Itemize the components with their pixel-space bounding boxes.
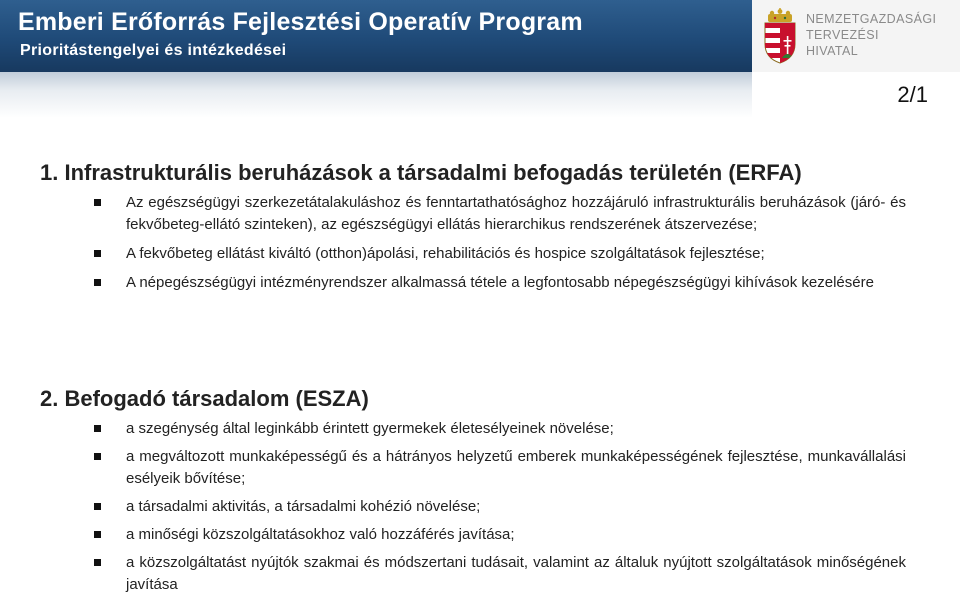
list-item-text: a szegénység által leginkább érintett gyermekek életesélyeinek növelése; <box>126 420 614 437</box>
square-bullet-icon <box>94 531 101 538</box>
list-item <box>94 192 906 236</box>
logo-text-line-1: NEMZETGAZDASÁGI <box>806 12 937 26</box>
program-title: Emberi Erőforrás Fejlesztési Operatív Program <box>18 8 583 36</box>
list-item <box>94 524 906 546</box>
page-number: 2/1 <box>897 82 928 107</box>
program-subtitle: Prioritástengelyei és intézkedései <box>20 42 287 59</box>
square-bullet-icon <box>94 199 101 206</box>
list-item <box>94 243 906 265</box>
list-item-text: Az egészségügyi szerkezetátalakuláshoz és fenntartathatósághoz hozzájáruló infrastrukturális beruházások (járó- és fekvőbeteg-ellátó szinteken), az egészségügyi ellátás hierarchikus rendszerének átszervezése; <box>126 194 906 233</box>
list-item-text: a megváltozott munkaképességű és a hátrányos helyzetű emberek munkaképességének fejlesztése, munkavállalási esélyeik bővítése; <box>126 448 906 487</box>
list-item-text: A fekvőbeteg ellátást kiváltó (otthon)ápolási, rehabilitációs és hospice szolgáltatások fejlesztése; <box>126 245 765 262</box>
logo-text-line-3: HIVATAL <box>806 44 859 58</box>
section-1-bullet-list <box>94 192 906 294</box>
list-item-text: A népegészségügyi intézményrendszer alkalmassá tétele a legfontosabb népegészségügyi kihívások kezelésére <box>126 274 874 291</box>
section-1-heading: 1. Infrastrukturális beruházások a társadalmi befogadás területén (ERFA) <box>40 160 802 185</box>
list-item <box>94 496 906 518</box>
square-bullet-icon <box>94 453 101 460</box>
square-bullet-icon <box>94 425 101 432</box>
square-bullet-icon <box>94 503 101 510</box>
section-2-heading: 2. Befogadó társadalom (ESZA) <box>40 386 369 411</box>
ntnh-logo <box>752 0 960 72</box>
logo-text-line-2: TERVEZÉSI <box>806 28 879 42</box>
list-item-text: a közszolgáltatást nyújtók szakmai és módszertani tudásait, valamint az általuk nyújtott szolgáltatások minőségének javítása <box>126 554 906 593</box>
square-bullet-icon <box>94 250 101 257</box>
square-bullet-icon <box>94 559 101 566</box>
square-bullet-icon <box>94 279 101 286</box>
list-item <box>94 272 906 294</box>
list-item-text: a társadalmi aktivitás, a társadalmi kohézió növelése; <box>126 498 481 515</box>
list-item <box>94 446 906 490</box>
hungarian-coat-of-arms-icon <box>760 8 800 64</box>
header-banner <box>0 0 752 72</box>
section-2-bullet-list <box>94 418 906 596</box>
list-item-text: a minőségi közszolgáltatásokhoz való hozzáférés javítása; <box>126 526 515 543</box>
list-item <box>94 552 906 596</box>
list-item <box>94 418 906 440</box>
